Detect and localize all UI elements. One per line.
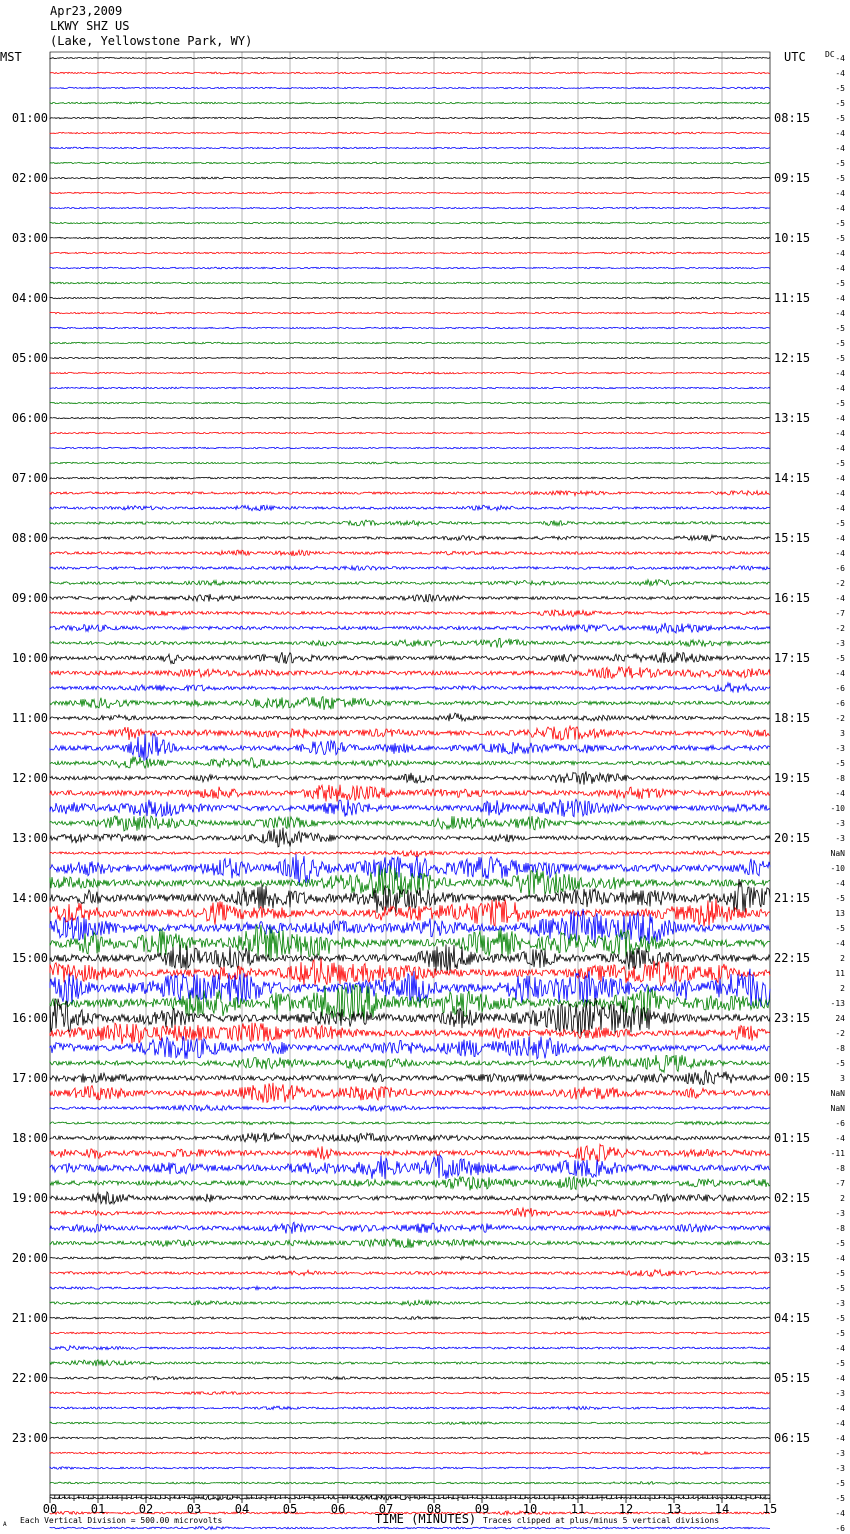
x-tick-label: 05 [282, 1502, 298, 1516]
trace-95 [50, 1482, 770, 1485]
trace-90 [50, 1406, 770, 1409]
dc-offset-label: -4 [835, 534, 845, 543]
trace-46 [50, 734, 770, 761]
trace-31 [50, 520, 770, 526]
dc-offset-label: 24 [835, 1014, 845, 1023]
x-tick-label: 11 [570, 1502, 586, 1516]
dc-offset-label: -3 [835, 1209, 845, 1218]
dc-offset-label: -3 [835, 1449, 845, 1458]
x-tick-label: 09 [474, 1502, 490, 1516]
dc-offset-label: -4 [835, 474, 845, 483]
mst-hour-label: 10:00 [11, 651, 48, 665]
trace-19 [50, 342, 770, 344]
trace-82 [50, 1286, 770, 1289]
dc-offset-label: -2 [835, 1029, 845, 1038]
x-tick-label: 10 [522, 1502, 538, 1516]
x-tick-label: 07 [378, 1502, 394, 1516]
trace-38 [50, 623, 770, 633]
trace-51 [50, 816, 770, 831]
trace-86 [50, 1346, 770, 1351]
x-tick-label: 06 [330, 1502, 346, 1516]
trace-5 [50, 132, 770, 134]
trace-79 [50, 1238, 770, 1248]
mst-hour-label: 22:00 [11, 1371, 48, 1385]
trace-67 [50, 1055, 770, 1072]
trace-11 [50, 222, 770, 224]
dc-offset-label: NaN [830, 1104, 845, 1113]
trace-18 [50, 327, 770, 329]
dc-offset-label: -5 [835, 324, 845, 333]
trace-50 [50, 799, 770, 817]
trace-7 [50, 162, 770, 164]
mst-hour-label: 06:00 [11, 411, 48, 425]
dc-offset-label: -8 [835, 1164, 845, 1173]
x-tick-label: 15 [762, 1502, 778, 1516]
mst-hour-label: 11:00 [11, 711, 48, 725]
utc-hour-label: 05:15 [774, 1371, 811, 1385]
dc-offset-label: -5 [835, 279, 845, 288]
dc-offset-label: 2 [840, 954, 845, 963]
dc-offset-label: -6 [835, 1119, 845, 1128]
trace-88 [50, 1377, 770, 1380]
trace-43 [50, 697, 770, 710]
x-tick-label: 08 [426, 1502, 442, 1516]
x-tick-label: 12 [618, 1502, 634, 1516]
dc-offset-label: -11 [830, 1149, 845, 1158]
dc-offset-label: -4 [835, 204, 845, 213]
trace-6 [50, 147, 770, 149]
dc-offset-label: -4 [835, 549, 845, 558]
dc-offset-label: -6 [835, 699, 845, 708]
trace-49 [50, 785, 770, 802]
utc-hour-label: 22:15 [774, 951, 811, 965]
x-tick-label: 14 [714, 1502, 730, 1516]
utc-hour-label: 06:15 [774, 1431, 811, 1445]
dc-offset-label: -7 [835, 609, 845, 618]
x-axis-label: TIME (MINUTES) [375, 1512, 477, 1526]
dc-offset-label: -4 [835, 1419, 845, 1428]
seismic-traces [50, 57, 770, 1534]
trace-70 [50, 1105, 770, 1111]
mst-hour-label: 16:00 [11, 1011, 48, 1025]
mst-hour-label: 09:00 [11, 591, 48, 605]
dc-offset-label: 3 [840, 729, 845, 738]
trace-36 [50, 594, 770, 602]
dc-offset-label: -5 [835, 654, 845, 663]
utc-hour-label: 09:15 [774, 171, 811, 185]
trace-21 [50, 372, 770, 374]
trace-41 [50, 667, 770, 679]
dc-offset-label: -4 [835, 1254, 845, 1263]
trace-59 [50, 925, 770, 961]
dc-offset-label: -5 [835, 354, 845, 363]
dc-offset-label: -7 [835, 1179, 845, 1188]
trace-28 [50, 477, 770, 479]
trace-15 [50, 282, 770, 284]
mst-hour-label: 13:00 [11, 831, 48, 845]
utc-hour-label: 18:15 [774, 711, 811, 725]
x-tick-label: 13 [666, 1502, 682, 1516]
mst-hour-label: 14:00 [11, 891, 48, 905]
dc-offset-label: -4 [835, 1509, 845, 1518]
dc-offset-label: -5 [835, 339, 845, 348]
dc-offset-label: -4 [835, 594, 845, 603]
mst-hour-label: 20:00 [11, 1251, 48, 1265]
dc-offset-label: -5 [835, 1314, 845, 1323]
trace-66 [50, 1036, 770, 1059]
mst-hour-label: 23:00 [11, 1431, 48, 1445]
trace-72 [50, 1133, 770, 1143]
utc-hour-label: 00:15 [774, 1071, 811, 1085]
utc-hour-label: 13:15 [774, 411, 811, 425]
trace-89 [50, 1391, 770, 1394]
dc-offset-label: -10 [830, 864, 845, 873]
utc-hour-label: 11:15 [774, 291, 811, 305]
trace-76 [50, 1192, 770, 1204]
trace-48 [50, 771, 770, 784]
dc-offset-label: -4 [835, 309, 845, 318]
trace-58 [50, 909, 770, 944]
utc-hour-label: 20:15 [774, 831, 811, 845]
trace-98 [50, 1527, 770, 1530]
dc-offset-label: -5 [835, 219, 845, 228]
trace-30 [50, 505, 770, 510]
trace-26 [50, 447, 770, 449]
trace-33 [50, 550, 770, 556]
mst-hour-label: 18:00 [11, 1131, 48, 1145]
trace-84 [50, 1316, 770, 1320]
mst-hour-label: 12:00 [11, 771, 48, 785]
trace-65 [50, 1023, 770, 1044]
dc-offset-label: -3 [835, 834, 845, 843]
dc-offset-label: -4 [835, 504, 845, 513]
trace-24 [50, 417, 770, 419]
dc-offset-label: NaN [830, 1089, 845, 1098]
dc-offset-label: -4 [835, 249, 845, 258]
trace-23 [50, 402, 770, 404]
x-tick-label: 02 [138, 1502, 154, 1516]
station-title: LKWY SHZ US [50, 19, 130, 33]
trace-1 [50, 72, 770, 74]
utc-hour-label: 10:15 [774, 231, 811, 245]
mst-hour-label: 21:00 [11, 1311, 48, 1325]
dc-offset-label: -3 [835, 744, 845, 753]
dc-offset-label: -6 [835, 1524, 845, 1533]
mst-hour-label: 01:00 [11, 111, 48, 125]
trace-52 [50, 828, 770, 847]
location-title: (Lake, Yellowstone Park, WY) [50, 34, 253, 48]
trace-35 [50, 580, 770, 586]
trace-2 [50, 87, 770, 89]
utc-label: UTC [784, 50, 806, 64]
trace-80 [50, 1256, 770, 1260]
utc-hour-label: 23:15 [774, 1011, 811, 1025]
trace-8 [50, 177, 770, 179]
dc-offset-label: -3 [835, 819, 845, 828]
dc-offset-label: 3 [840, 1074, 845, 1083]
dc-offset-label: -8 [835, 1044, 845, 1053]
dc-offset-label: -5 [835, 1359, 845, 1368]
trace-14 [50, 267, 770, 269]
utc-hour-label: 16:15 [774, 591, 811, 605]
dc-offset-label: 2 [840, 984, 845, 993]
trace-71 [50, 1121, 770, 1125]
trace-45 [50, 726, 770, 740]
dc-offset-label: -2 [835, 579, 845, 588]
trace-9 [50, 192, 770, 194]
dc-offset-label: 2 [840, 1194, 845, 1203]
dc-offset-label: NaN [830, 849, 845, 858]
trace-57 [50, 899, 770, 927]
dc-offset-label: -5 [835, 1059, 845, 1068]
dc-offset-label: -6 [835, 564, 845, 573]
trace-87 [50, 1360, 770, 1367]
x-tick-label: 04 [234, 1502, 250, 1516]
mst-hour-label: 15:00 [11, 951, 48, 965]
trace-4 [50, 117, 770, 119]
trace-74 [50, 1155, 770, 1179]
trace-69 [50, 1083, 770, 1103]
utc-hour-label: 21:15 [774, 891, 811, 905]
dc-offset-label: -4 [835, 369, 845, 378]
dc-offset-label: -5 [835, 99, 845, 108]
x-tick-label: 03 [186, 1502, 202, 1516]
trace-93 [50, 1452, 770, 1455]
utc-hour-label: 01:15 [774, 1131, 811, 1145]
trace-83 [50, 1300, 770, 1306]
dc-offset-label: -4 [835, 1404, 845, 1413]
dc-offset-label: -4 [835, 129, 845, 138]
mst-hour-label: 03:00 [11, 231, 48, 245]
mst-hour-label: 17:00 [11, 1071, 48, 1085]
utc-hour-label: 03:15 [774, 1251, 811, 1265]
clip-note: Traces clipped at plus/minus 5 vertical divisions [483, 1516, 720, 1525]
trace-42 [50, 683, 770, 693]
dc-offset-label: -4 [835, 444, 845, 453]
dc-offset-label: -4 [835, 384, 845, 393]
trace-44 [50, 713, 770, 721]
dc-offset-label: -4 [835, 1134, 845, 1143]
dc-offset-label: -4 [835, 1344, 845, 1353]
trace-40 [50, 652, 770, 664]
x-tick-label: 00 [42, 1502, 58, 1516]
trace-20 [50, 357, 770, 358]
trace-32 [50, 535, 770, 541]
dc-offset-label: -5 [835, 519, 845, 528]
mst-hour-label: 08:00 [11, 531, 48, 545]
utc-hour-label: 08:15 [774, 111, 811, 125]
trace-12 [50, 237, 770, 239]
trace-94 [50, 1467, 770, 1470]
utc-hour-label: 02:15 [774, 1191, 811, 1205]
corner-mark: A [3, 1521, 7, 1528]
dc-offset-label: -5 [835, 159, 845, 168]
dc-offset-label: -4 [835, 189, 845, 198]
trace-34 [50, 566, 770, 571]
trace-39 [50, 638, 770, 647]
trace-85 [50, 1332, 770, 1334]
dc-offset-label: -5 [835, 84, 845, 93]
dc-offset-label: -5 [835, 924, 845, 933]
trace-3 [50, 102, 770, 104]
dc-offset-label: -3 [835, 1389, 845, 1398]
dc-offset-label: 13 [835, 909, 845, 918]
trace-13 [50, 252, 770, 254]
dc-offset-label: -3 [835, 1464, 845, 1473]
dc-offset-label: -5 [835, 1494, 845, 1503]
utc-hour-label: 19:15 [774, 771, 811, 785]
dc-offset-label: -2 [835, 714, 845, 723]
trace-92 [50, 1437, 770, 1439]
trace-77 [50, 1208, 770, 1217]
dc-offset-label: -4 [835, 144, 845, 153]
mst-hour-label: 05:00 [11, 351, 48, 365]
utc-hour-label: 15:15 [774, 531, 811, 545]
dc-offset-label: -8 [835, 1224, 845, 1233]
dc-offset-label: -4 [835, 414, 845, 423]
dc-offset-label: -4 [835, 669, 845, 678]
trace-10 [50, 207, 770, 209]
dc-offset-label: -3 [835, 639, 845, 648]
dc-offset-label: -10 [830, 804, 845, 813]
dc-offset-label: -5 [835, 114, 845, 123]
dc-offset-label: -5 [835, 1479, 845, 1488]
trace-16 [50, 297, 770, 299]
trace-29 [50, 491, 770, 496]
mst-hour-label: 04:00 [11, 291, 48, 305]
utc-hour-label: 04:15 [774, 1311, 811, 1325]
dc-offset-label: -4 [835, 1374, 845, 1383]
trace-78 [50, 1222, 770, 1234]
dc-offset-label: -13 [830, 999, 845, 1008]
dc-offset-label: -4 [835, 939, 845, 948]
dc-offset-label: -5 [835, 1239, 845, 1248]
dc-offset-label: -5 [835, 174, 845, 183]
dc-offset-label: -8 [835, 774, 845, 783]
dc-offset-label: -5 [835, 234, 845, 243]
dc-offset-label: -4 [835, 264, 845, 273]
dc-offset-label: -3 [835, 1299, 845, 1308]
dc-offset-label: -4 [835, 294, 845, 303]
utc-hour-label: 14:15 [774, 471, 811, 485]
dc-offset-label: -4 [835, 429, 845, 438]
trace-17 [50, 312, 770, 314]
dc-offset-label: -2 [835, 624, 845, 633]
trace-22 [50, 387, 770, 389]
dc-offset-label: -5 [835, 1284, 845, 1293]
utc-hour-label: 17:15 [774, 651, 811, 665]
dc-label: DC [825, 50, 835, 59]
trace-53 [50, 851, 770, 857]
mst-label: MST [0, 50, 22, 64]
trace-27 [50, 462, 770, 464]
date-title: Apr23,2009 [50, 4, 123, 18]
dc-offset-label: -4 [835, 789, 845, 798]
trace-75 [50, 1177, 770, 1191]
trace-37 [50, 610, 770, 617]
scale-note: Each Vertical Division = 500.00 microvolts [20, 1516, 223, 1525]
dc-offset-label: -4 [835, 1434, 845, 1443]
dc-offset-label: -4 [835, 489, 845, 498]
trace-73 [50, 1144, 770, 1161]
trace-25 [50, 432, 770, 434]
dc-offset-label: -5 [835, 1269, 845, 1278]
x-tick-label: 01 [90, 1502, 106, 1516]
trace-47 [50, 757, 770, 769]
dc-offset-label: -4 [835, 69, 845, 78]
trace-0 [50, 57, 770, 59]
dc-offset-label: -5 [835, 399, 845, 408]
dc-offset-label: -5 [835, 894, 845, 903]
dc-offset-label: -4 [835, 879, 845, 888]
dc-offset-label: 11 [835, 969, 845, 978]
mst-hour-label: 02:00 [11, 171, 48, 185]
dc-offset-label: -5 [835, 759, 845, 768]
dc-offset-label: -5 [835, 1329, 845, 1338]
trace-91 [50, 1422, 770, 1425]
dc-offset-label: -5 [835, 459, 845, 468]
utc-hour-label: 12:15 [774, 351, 811, 365]
dc-offset-label: -6 [835, 684, 845, 693]
trace-81 [50, 1270, 770, 1277]
mst-hour-label: 19:00 [11, 1191, 48, 1205]
mst-hour-label: 07:00 [11, 471, 48, 485]
dc-offset-label: -4 [835, 54, 845, 63]
